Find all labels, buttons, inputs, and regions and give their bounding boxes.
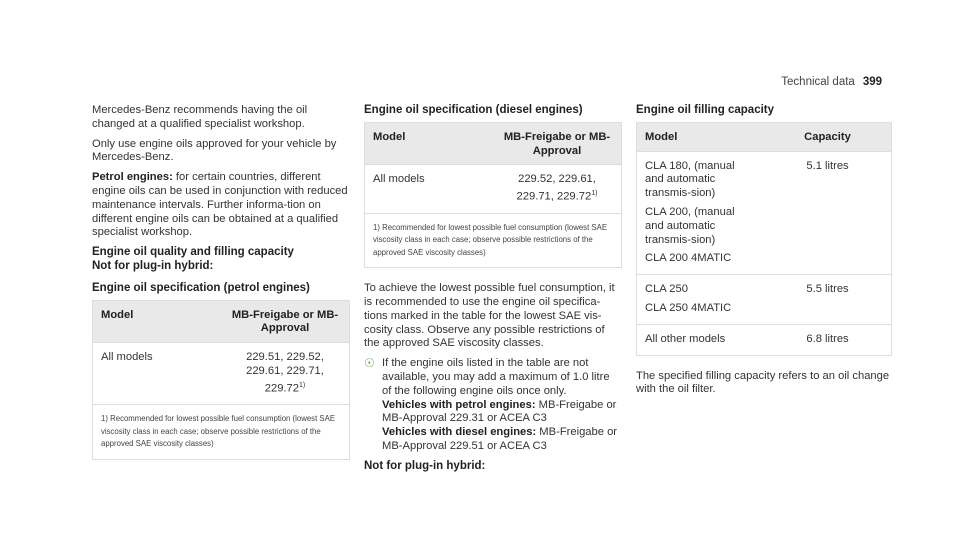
plugin-heading: Not for plug-in hybrid: xyxy=(92,259,214,272)
model-name: CLA 250 4MATIC xyxy=(645,301,732,314)
note-diesel xyxy=(382,426,622,454)
row-approval xyxy=(221,343,349,405)
page-header xyxy=(781,76,882,88)
footnote-ref: 1) xyxy=(591,190,598,198)
capacity-note-text: The specified filling capacity refers to an oil change with the oil filter. xyxy=(636,369,890,396)
row-capacity: 6.8 litres xyxy=(764,324,891,354)
petrol-label: Petrol engines: xyxy=(92,171,173,184)
col-approval-header: MB-Freigabe or MB-Approval xyxy=(221,301,349,343)
row-model: All models xyxy=(373,173,425,186)
row-capacity: 5.1 litres xyxy=(806,159,849,172)
approved-text: Only use engine oils approved for your vehicle by Mercedes-Benz. xyxy=(92,137,337,164)
diesel-spec-table xyxy=(364,122,622,268)
table-row xyxy=(93,343,349,405)
capacity-table-heading: Engine oil filling capacity xyxy=(636,104,775,116)
row-models xyxy=(637,151,764,275)
note-petrol-body: MB-Freigabe or MB-Approval 229.31 or ACEA C3 xyxy=(382,398,617,425)
model-name: CLA 180, (manual and automatic transmis-sion) xyxy=(645,159,735,200)
diesel-table-heading: Engine oil specification (diesel engines) xyxy=(364,104,583,116)
row-models xyxy=(637,324,764,354)
row-approval xyxy=(493,165,621,213)
table-row xyxy=(365,165,621,213)
petrol-engines-text xyxy=(92,171,350,240)
capacity-table xyxy=(636,122,892,356)
table-footnote: 1) Recommended for lowest possible fuel consumption (lowest SAE viscosity class in each case; observe possible restrictions of the approved SAE viscosity classes) xyxy=(93,404,349,459)
col-capacity-header: Capacity xyxy=(764,123,891,151)
note-block xyxy=(364,357,622,454)
col-model-header: Model xyxy=(637,123,764,151)
col-model-header: Model xyxy=(365,123,493,165)
model-name: CLA 200, (manual and automatic transmis-sion) xyxy=(645,205,735,246)
page-number: 399 xyxy=(862,76,882,88)
column-middle xyxy=(364,104,622,478)
model-name: CLA 200 4MATIC xyxy=(645,252,732,265)
info-icon: ☉ xyxy=(364,356,375,371)
approval-values: 229.52, 229.61, 229.71, 229.72 xyxy=(516,173,596,203)
petrol-body: for certain countries, different engine oils can be used in conjunction with reduced maintenance intervals. Further informa-tion on different engine oils can be obtained at a qualified specialist workshop. xyxy=(92,171,348,239)
footnote-ref: 1) xyxy=(298,381,306,389)
note-diesel-body: MB-Freigabe or MB-Approval 229.51 or ACEA C3 xyxy=(382,426,618,452)
note-petrol-label: Vehicles with petrol engines: xyxy=(382,398,536,411)
note-text: If the engine oils listed in the table are not available, you may add a maximum of 1.0 litre of the following engine oils once only. xyxy=(382,357,610,397)
model-name: All other models xyxy=(645,332,726,345)
model-name: CLA 250 xyxy=(645,283,688,296)
plugin-heading: Not for plug-in hybrid: xyxy=(364,459,486,472)
quality-heading: Engine oil quality and filling capacity xyxy=(92,246,294,259)
table-row xyxy=(637,151,891,275)
column-left xyxy=(92,104,350,470)
row-model: All models xyxy=(101,351,153,364)
col-model-header: Model xyxy=(93,301,221,343)
petrol-table-heading: Engine oil specification (petrol engines) xyxy=(92,281,310,294)
note-petrol xyxy=(382,399,622,427)
intro-text: Mercedes-Benz recommends having the oil changed at a qualified specialist workshop. xyxy=(92,104,308,130)
column-right xyxy=(636,104,892,403)
note-diesel-label: Vehicles with diesel engines: xyxy=(382,426,537,439)
row-models xyxy=(637,275,764,325)
section-title: Technical data xyxy=(781,76,855,88)
petrol-spec-table xyxy=(92,300,350,460)
table-footnote: 1) Recommended for lowest possible fuel consumption (lowest SAE viscosity class in each case; observe possible restrictions of the approved SAE viscosity classes) xyxy=(365,213,621,268)
table-row xyxy=(637,275,891,325)
table-row xyxy=(637,324,891,354)
approval-values: 229.51, 229.52, 229.61, 229.71, 229.72 xyxy=(246,351,324,395)
fuel-consumption-text: To achieve the lowest possible fuel consumption, it is recommended to use the engine oil specifica-tions marked in the table for the lowest SAE vis-cosity class. Observe any possible restrictions of the approved SAE viscosity classes. xyxy=(364,282,615,350)
col-approval-header: MB-Freigabe or MB-Approval xyxy=(493,123,621,165)
row-capacity: 5.5 litres xyxy=(764,275,891,325)
